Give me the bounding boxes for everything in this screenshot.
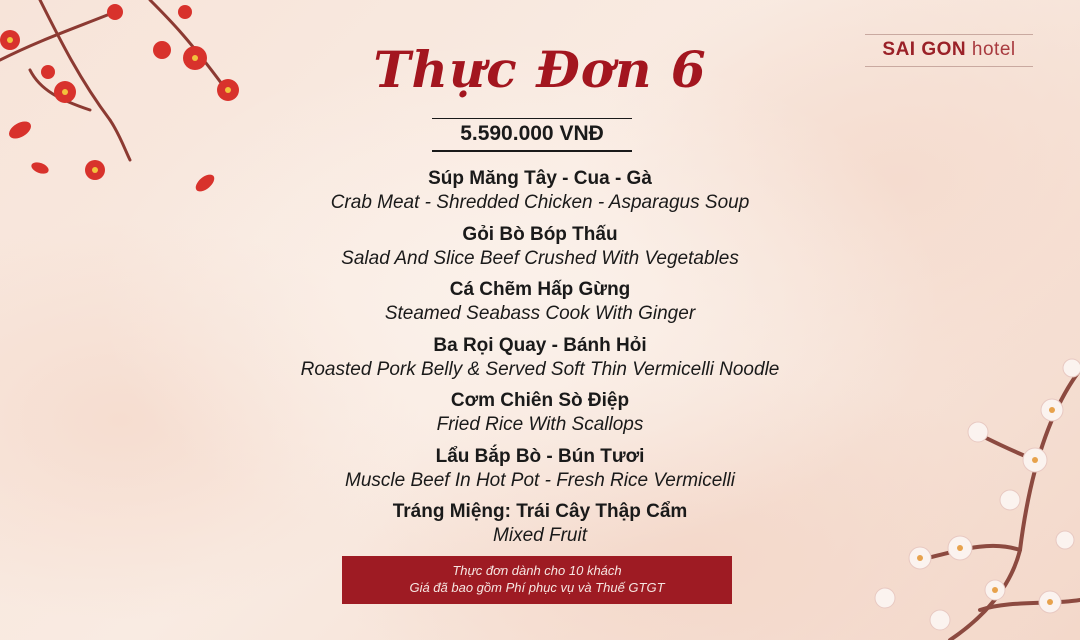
dish-item: [0, 388, 1080, 444]
dish-item: [0, 444, 1080, 500]
dish-name-vn: Cơm Chiên Sò Điệp: [450, 390, 630, 411]
dish-item: [0, 499, 1080, 555]
dish-list: [0, 166, 1080, 555]
dish-name-en: Fried Rice With Scallops: [436, 414, 644, 435]
menu-price: 5.590.000 VNĐ: [432, 122, 632, 152]
dish-name-vn: Lẩu Bắp Bò - Bún Tươi: [435, 445, 645, 467]
dish-name-en: Muscle Beef In Hot Pot - Fresh Rice Vermicelli: [345, 469, 735, 491]
dish-name-vn: Ba Rọi Quay - Bánh Hỏi: [433, 334, 647, 356]
logo-brand: SAI GON: [882, 39, 967, 60]
dish-name-en: Crab Meat - Shredded Chicken - Asparagus Soup: [330, 192, 750, 213]
dish-name-en: Mixed Fruit: [493, 525, 587, 546]
dish-item: [0, 277, 1080, 333]
menu-title: Thực Đơn 6: [373, 40, 707, 99]
dish-item: [0, 166, 1080, 222]
dish-name-en: Steamed Seabass Cook With Ginger: [384, 303, 696, 324]
dish-item: [0, 222, 1080, 278]
dish-name-en: Roasted Pork Belly & Served Soft Thin Vermicelli Noodle: [300, 358, 780, 380]
footer-tax-note: Giá đã bao gồm Phí phục vụ và Thuế GTGT: [409, 580, 665, 595]
dish-item: [0, 333, 1080, 389]
footer-guests-note: Thực đơn dành cho 10 khách: [452, 563, 622, 578]
footer-note-box: [342, 556, 732, 604]
dish-name-vn: Tráng Miệng: Trái Cây Thập Cẩm: [392, 501, 688, 522]
logo-suffix: hotel: [971, 39, 1016, 60]
dish-name-vn: Súp Măng Tây - Cua - Gà: [428, 168, 652, 189]
dish-name-vn: Gỏi Bò Bóp Thấu: [462, 223, 618, 245]
dish-name-vn: Cá Chẽm Hấp Gừng: [449, 279, 631, 300]
dish-name-en: Salad And Slice Beef Crushed With Vegetables: [341, 247, 739, 269]
